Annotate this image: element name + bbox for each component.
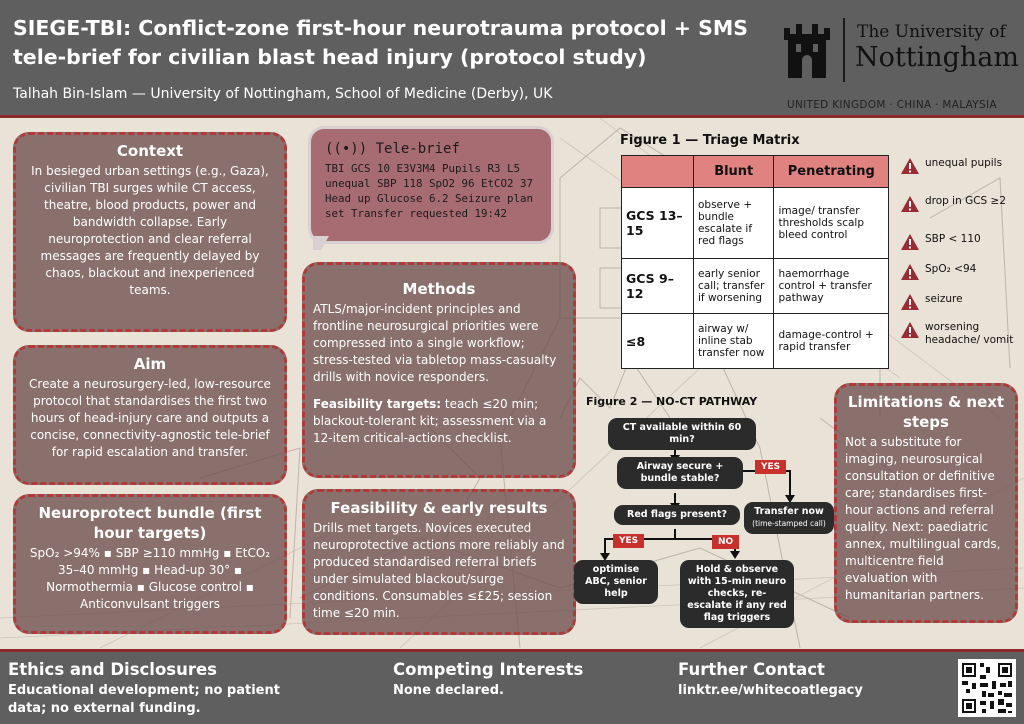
contact-heading: Further Contact xyxy=(678,660,825,679)
warning-icon xyxy=(900,293,920,311)
figure1-title: Figure 1 — Triage Matrix xyxy=(620,133,800,148)
list-item xyxy=(900,263,1020,291)
poster-title: SIEGE-TBI: Conflict-zone first-hour neurotrauma protocol + SMS tele-brief for civilian blast head injury (protocol study) xyxy=(13,16,749,69)
triage-matrix xyxy=(621,155,889,369)
results-body: Drills met targets. Novices executed neuroprotective actions more reliably and produced standardised referral briefs under simulated blackout/surge conditions. Consumables ≤£25; session time ≤20 min. xyxy=(313,521,565,620)
telebrief-heading: Tele-brief xyxy=(375,141,460,157)
red-flag-text: drop in GCS ≥2 xyxy=(925,195,1007,207)
limitations-box xyxy=(834,383,1018,623)
red-flag-text: SBP < 110 xyxy=(925,233,981,245)
bundle-heading: Neuroprotect bundle (first hour targets) xyxy=(38,504,262,542)
matrix-cell: damage-control + rapid transfer xyxy=(774,314,889,369)
logo-divider xyxy=(843,18,845,82)
aim-body: Create a neurosurgery-led, low-resource protocol that standardises the first two hours of head-injury care and outputs a concise, connectivity-agnostic tele-brief for rapid escalation and transfer. xyxy=(29,377,271,459)
warning-icon xyxy=(900,263,920,281)
competing-section xyxy=(393,660,643,700)
context-box xyxy=(13,132,287,332)
table-row xyxy=(622,314,889,369)
university-campuses: UNITED KINGDOM · CHINA · MALAYSIA xyxy=(787,99,997,111)
telebrief-bubble xyxy=(308,126,554,244)
telebrief-message: TBI GCS 10 E3V3M4 Pupils R3 L5 unequal SBP 118 SpO2 96 EtCO2 37 Head up Glucose 6.2 Seizure plan set Transfer requested 19:42 xyxy=(325,162,534,220)
methods-targets-label: Feasibility targets: xyxy=(313,397,442,411)
list-item xyxy=(900,321,1020,347)
methods-body: ATLS/major-incident principles and frontline neurosurgical priorities were compressed into a single workflow; stress-tested via tabletop mass-casualty drills with novice responders. xyxy=(313,302,557,384)
transfer-now-label: Transfer now xyxy=(754,506,824,517)
university-name-line1: The University of xyxy=(857,22,1006,42)
matrix-row-label: GCS 9–12 xyxy=(622,259,694,314)
matrix-cell: airway w/ inline stab transfer now xyxy=(694,314,774,369)
poster-header xyxy=(0,0,1024,118)
flow-node-transfer-now xyxy=(744,502,834,534)
list-item xyxy=(900,233,1020,261)
warning-icon xyxy=(900,233,920,251)
aim-box xyxy=(13,345,287,485)
flow-node-optimise: optimise ABC, senior help xyxy=(574,560,658,604)
methods-heading: Methods xyxy=(402,280,476,298)
warning-icon xyxy=(900,157,920,175)
list-item xyxy=(900,157,1020,193)
university-name-line2: Nottingham xyxy=(855,42,1019,73)
warning-icon xyxy=(900,195,920,213)
limitations-body: Not a substitute for imaging, neurosurgical consultation or definitive care; standardises first-hour actions and referral quality. Next: paediatric annex, multilingual cards, multicentre field evaluation with humanitarian partners. xyxy=(845,435,1001,602)
limitations-heading: Limitations & next steps xyxy=(847,393,1005,431)
poster-footer xyxy=(0,649,1024,724)
bundle-box xyxy=(13,494,287,634)
figure2-title: Figure 2 — NO-CT PATHWAY xyxy=(586,395,758,408)
results-box xyxy=(302,489,576,635)
bundle-body: SpO₂ >94% ▪ SBP ≥110 mmHg ▪ EtCO₂ 35–40 mmHg ▪ Head-up 30° ▪ Normothermia ▪ Glucose control ▪ Anticonvulsant triggers xyxy=(29,546,271,611)
flow-node-airway-secure: Airway secure + bundle stable? xyxy=(617,457,743,489)
list-item xyxy=(900,293,1020,319)
matrix-cell: observe + bundle escalate if red flags xyxy=(694,188,774,259)
matrix-col-penetrating: Penetrating xyxy=(774,156,889,188)
contact-section xyxy=(678,660,938,700)
methods-targets xyxy=(313,396,565,447)
ethics-heading: Ethics and Disclosures xyxy=(8,660,218,679)
warning-icon xyxy=(900,321,920,339)
contact-link[interactable]: linktr.ee/whitecoatlegacy xyxy=(678,683,863,698)
red-flag-text: seizure xyxy=(925,293,963,305)
red-flag-text: SpO₂ <94 xyxy=(925,263,977,275)
qr-code-icon[interactable] xyxy=(958,659,1016,717)
aim-heading: Aim xyxy=(133,355,167,373)
red-flags-list xyxy=(900,157,1020,349)
flow-yes-tag: YES xyxy=(613,534,644,548)
competing-body: None declared. xyxy=(393,683,504,698)
matrix-row-label: GCS 13–15 xyxy=(622,188,694,259)
matrix-cell: haemorrhage control + transfer pathway xyxy=(774,259,889,314)
broadcast-icon: ((•)) xyxy=(325,141,368,157)
ethics-section xyxy=(8,660,288,718)
flow-node-ct-available: CT available within 60 min? xyxy=(608,418,756,450)
matrix-row-label: ≤8 xyxy=(622,314,694,369)
table-row xyxy=(622,188,889,259)
table-row xyxy=(622,259,889,314)
flow-node-hold-observe: Hold & observe with 15-min neuro checks, re-escalate if any red flag triggers xyxy=(680,560,794,628)
matrix-cell: early senior call; transfer if worsening xyxy=(694,259,774,314)
flow-no-tag: NO xyxy=(712,535,739,549)
ethics-body: Educational development; no patient data; no external funding. xyxy=(8,683,280,716)
flow-yes-tag: YES xyxy=(755,460,786,474)
list-item xyxy=(900,195,1020,231)
red-flag-text: worsening headache/ vomit xyxy=(925,321,1014,346)
methods-box xyxy=(302,262,576,478)
poster-authors: Talhah Bin-Islam — University of Nottingham, School of Medicine (Derby), UK xyxy=(13,86,553,102)
context-body: In besieged urban settings (e.g., Gaza), civilian TBI surges while CT access, theatre, blood products, power and bandwidth collapse. Early neuroprotection and clear referral messages are frequently delayed by chaos, blackout and inexperienced teams. xyxy=(31,164,269,297)
red-flag-text: unequal pupils xyxy=(925,157,1003,169)
flow-node-red-flags: Red flags present? xyxy=(614,505,740,525)
matrix-col-blunt: Blunt xyxy=(694,156,774,188)
matrix-cell: image/ transfer thresholds scalp bleed control xyxy=(774,188,889,259)
competing-heading: Competing Interests xyxy=(393,660,584,679)
matrix-corner xyxy=(622,156,694,188)
university-crest-icon xyxy=(782,18,832,82)
telebrief-tail xyxy=(313,236,329,250)
results-heading: Feasibility & early results xyxy=(330,499,548,517)
context-heading: Context xyxy=(116,142,184,160)
methods-targets-body: teach ≤20 min; blackout-tolerant kit; assessment via a 12-item critical-actions checklist. xyxy=(313,397,547,445)
transfer-now-sub: (time-stamped call) xyxy=(752,519,826,528)
matrix-header-row xyxy=(622,156,889,188)
